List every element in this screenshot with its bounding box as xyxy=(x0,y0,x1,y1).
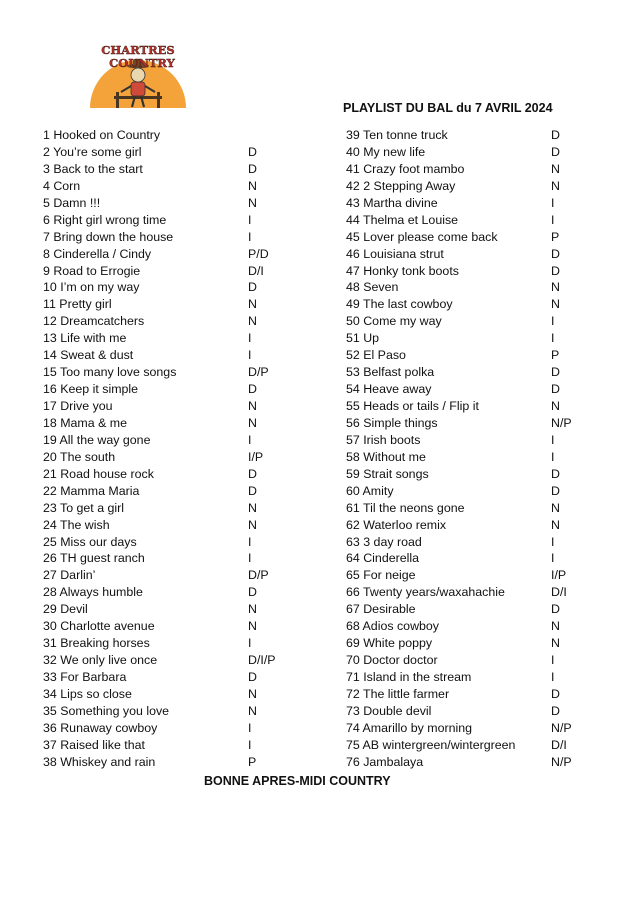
song-title: 44 Thelma et Louise xyxy=(346,212,459,227)
dance-level-code: D xyxy=(551,144,560,159)
song-title: 55 Heads or tails / Flip it xyxy=(346,399,479,413)
dance-level-code: N xyxy=(248,686,257,701)
song-title: 45 Lover please come back xyxy=(346,229,498,244)
dance-level-code: D xyxy=(248,280,257,295)
dance-level-code: N xyxy=(248,297,257,312)
dance-level-code: N xyxy=(551,399,560,413)
song-title: 41 Crazy foot mambo xyxy=(346,161,465,176)
song-title: 27 Darlin’ xyxy=(43,568,96,583)
dance-level-code: N xyxy=(248,703,257,718)
fence-post-left xyxy=(116,92,119,108)
dance-level-code: I xyxy=(551,314,555,329)
dance-level-code: D xyxy=(551,365,560,380)
song-title: 24 The wish xyxy=(43,517,110,532)
song-title: 12 Dreamcatchers xyxy=(43,314,145,329)
dance-level-code: N xyxy=(248,195,257,210)
song-title: 63 3 day road xyxy=(346,534,422,549)
dance-level-code: N xyxy=(248,619,257,634)
dance-level-code: D xyxy=(551,382,560,397)
dance-level-code: D xyxy=(551,263,560,278)
chartres-country-logo xyxy=(86,42,190,112)
dance-level-code: D/I xyxy=(551,585,567,600)
dance-level-code: N xyxy=(551,636,560,651)
song-title: 23 To get a girl xyxy=(43,500,125,515)
song-title: 74 Amarillo by morning xyxy=(346,720,473,735)
dance-level-code: I xyxy=(248,229,252,244)
song-title: 65 For neige xyxy=(346,568,416,583)
dance-level-code: N xyxy=(248,399,257,413)
song-title: 76 Jambalaya xyxy=(346,754,424,769)
song-title: 71 Island in the stream xyxy=(346,670,472,684)
song-title: 43 Martha divine xyxy=(346,195,438,210)
dance-level-code: N xyxy=(248,314,257,329)
dance-level-code: D xyxy=(248,585,257,600)
dance-level-code: I xyxy=(248,432,252,447)
dance-level-code: I xyxy=(551,432,555,447)
dance-level-code: D xyxy=(551,703,560,718)
song-title: 31 Breaking horses xyxy=(43,636,150,651)
figure-body xyxy=(131,82,145,96)
song-title: 4 Corn xyxy=(43,178,81,193)
song-title: 73 Double devil xyxy=(346,703,432,718)
dance-level-code: N xyxy=(551,297,560,312)
footer-greeting: BONNE APRES-MIDI COUNTRY xyxy=(204,774,391,788)
song-title: 14 Sweat & dust xyxy=(43,348,134,363)
dance-level-code: P xyxy=(248,754,257,769)
dance-level-code: I xyxy=(551,670,555,684)
song-title: 57 Irish boots xyxy=(346,432,421,447)
dance-level-code: N xyxy=(248,178,257,193)
song-title: 9 Road to Errogie xyxy=(43,263,141,278)
song-title: 50 Come my way xyxy=(346,314,442,329)
song-title: 7 Bring down the house xyxy=(43,229,174,244)
song-title: 47 Honky tonk boots xyxy=(346,263,459,278)
song-title: 35 Something you love xyxy=(43,703,170,718)
song-title: 21 Road house rock xyxy=(43,466,154,481)
dance-level-code: D xyxy=(248,161,257,176)
dance-level-code: I xyxy=(248,348,252,363)
song-title: 11 Pretty girl xyxy=(43,297,112,312)
dance-level-code: P/D xyxy=(248,246,269,261)
dance-level-code: D xyxy=(551,246,560,261)
song-title: 68 Adios cowboy xyxy=(346,619,439,634)
dance-level-code: N/P xyxy=(551,754,572,769)
dance-level-code: I xyxy=(551,331,555,346)
song-title: 5 Damn !!! xyxy=(43,195,101,210)
song-title: 33 For Barbara xyxy=(43,670,127,684)
song-title: 61 Til the neons gone xyxy=(346,500,465,515)
fence-rail xyxy=(114,96,162,99)
dance-level-code: I xyxy=(248,212,252,227)
song-title: 56 Simple things xyxy=(346,415,438,430)
song-title: 25 Miss our days xyxy=(43,534,137,549)
song-title: 70 Doctor doctor xyxy=(346,653,438,668)
dance-level-code: D xyxy=(248,382,257,397)
dance-level-code: D/I xyxy=(248,263,264,278)
dance-level-code: I/P xyxy=(248,449,264,464)
song-title: 32 We only live once xyxy=(43,653,158,668)
dance-level-code: D xyxy=(248,466,257,481)
song-title: 22 Mamma Maria xyxy=(43,483,140,498)
dance-level-code: D xyxy=(551,483,560,498)
dance-level-code: I xyxy=(551,653,555,668)
dance-level-code: N xyxy=(551,619,560,634)
dance-level-code: N/P xyxy=(551,720,572,735)
dance-level-code: N xyxy=(551,161,560,176)
dance-level-code: I xyxy=(248,737,252,752)
dance-level-code: D/I xyxy=(551,737,567,752)
dance-level-code: N/P xyxy=(551,415,572,430)
dance-level-code: N xyxy=(248,517,257,532)
logo-text-line1: CHARTRES xyxy=(101,43,175,57)
dance-level-code: I xyxy=(248,534,252,549)
song-title: 26 TH guest ranch xyxy=(43,551,145,566)
song-title: 6 Right girl wrong time xyxy=(43,212,167,227)
song-title: 66 Twenty years/waxahachie xyxy=(346,585,505,600)
song-title: 3 Back to the start xyxy=(43,161,143,176)
fence-post-right xyxy=(157,92,160,108)
song-title: 1 Hooked on Country xyxy=(43,128,161,142)
song-title: 16 Keep it simple xyxy=(43,382,139,397)
page-title: PLAYLIST DU BAL du 7 AVRIL 2024 xyxy=(343,101,553,115)
song-title: 17 Drive you xyxy=(43,399,113,413)
song-title: 53 Belfast polka xyxy=(346,365,435,380)
dance-level-code: P xyxy=(551,229,560,244)
song-title: 72 The little farmer xyxy=(346,686,450,701)
dance-level-code: N xyxy=(551,517,560,532)
song-title: 58 Without me xyxy=(346,449,426,464)
song-title: 38 Whiskey and rain xyxy=(43,754,156,769)
song-title: 75 AB wintergreen/wintergreen xyxy=(346,737,516,752)
song-title: 18 Mama & me xyxy=(43,415,128,430)
song-title: 36 Runaway cowboy xyxy=(43,720,158,735)
dance-level-code: I xyxy=(248,636,252,651)
dance-level-code: I xyxy=(551,449,555,464)
song-title: 60 Amity xyxy=(346,483,394,498)
song-title: 52 El Paso xyxy=(346,348,406,363)
dance-level-code: N xyxy=(248,415,257,430)
song-title: 39 Ten tonne truck xyxy=(346,128,448,142)
dance-level-code: I xyxy=(551,195,555,210)
song-title: 67 Desirable xyxy=(346,602,416,617)
dance-level-code: I xyxy=(248,551,252,566)
dance-level-code: I/P xyxy=(551,568,567,583)
song-title: 10 I’m on my way xyxy=(43,280,140,295)
dance-level-code: I xyxy=(551,534,555,549)
dance-level-code: D/P xyxy=(248,568,269,583)
song-title: 2 You’re some girl xyxy=(43,144,142,159)
song-title: 19 All the way gone xyxy=(43,432,151,447)
song-title: 30 Charlotte avenue xyxy=(43,619,155,634)
song-title: 64 Cinderella xyxy=(346,551,420,566)
dance-level-code: D xyxy=(248,144,257,159)
dance-level-code: P xyxy=(551,348,560,363)
song-title: 69 White poppy xyxy=(346,636,433,651)
dance-level-code: I xyxy=(551,212,555,227)
dance-level-code: N xyxy=(248,500,257,515)
song-title: 54 Heave away xyxy=(346,382,432,397)
dance-level-code: D xyxy=(248,483,257,498)
dance-level-code: D xyxy=(551,128,560,142)
song-title: 62 Waterloo remix xyxy=(346,517,447,532)
song-title: 8 Cinderella / Cindy xyxy=(43,246,152,261)
dance-level-code: N xyxy=(551,500,560,515)
dance-level-code: N xyxy=(248,602,257,617)
song-title: 20 The south xyxy=(43,449,116,464)
dance-level-code: I xyxy=(248,331,252,346)
song-title: 49 The last cowboy xyxy=(346,297,453,312)
logo-graphic xyxy=(86,42,190,112)
dance-level-code: N xyxy=(551,280,560,295)
dance-level-code: I xyxy=(248,720,252,735)
dance-level-code: D/P xyxy=(248,365,269,380)
figure-head xyxy=(131,68,145,82)
song-title: 51 Up xyxy=(346,331,380,346)
song-title: 15 Too many love songs xyxy=(43,365,177,380)
song-title: 28 Always humble xyxy=(43,585,143,600)
dance-level-code: N xyxy=(551,178,560,193)
dance-level-code: D xyxy=(551,602,560,617)
song-title: 37 Raised like that xyxy=(43,737,145,752)
song-title: 42 2 Stepping Away xyxy=(346,178,456,193)
song-title: 46 Louisiana strut xyxy=(346,246,444,261)
dance-level-code: D xyxy=(551,686,560,701)
song-title: 59 Strait songs xyxy=(346,466,429,481)
song-title: 40 My new life xyxy=(346,144,426,159)
song-title: 29 Devil xyxy=(43,602,88,617)
song-title: 34 Lips so close xyxy=(43,686,132,701)
dance-level-code: I xyxy=(551,551,555,566)
dance-level-code: D/I/P xyxy=(248,653,276,668)
song-title: 13 Life with me xyxy=(43,331,127,346)
dance-level-code: D xyxy=(248,670,257,684)
logo-text-line2: COUNTRY xyxy=(109,56,175,70)
dance-level-code: D xyxy=(551,466,560,481)
song-title: 48 Seven xyxy=(346,280,399,295)
